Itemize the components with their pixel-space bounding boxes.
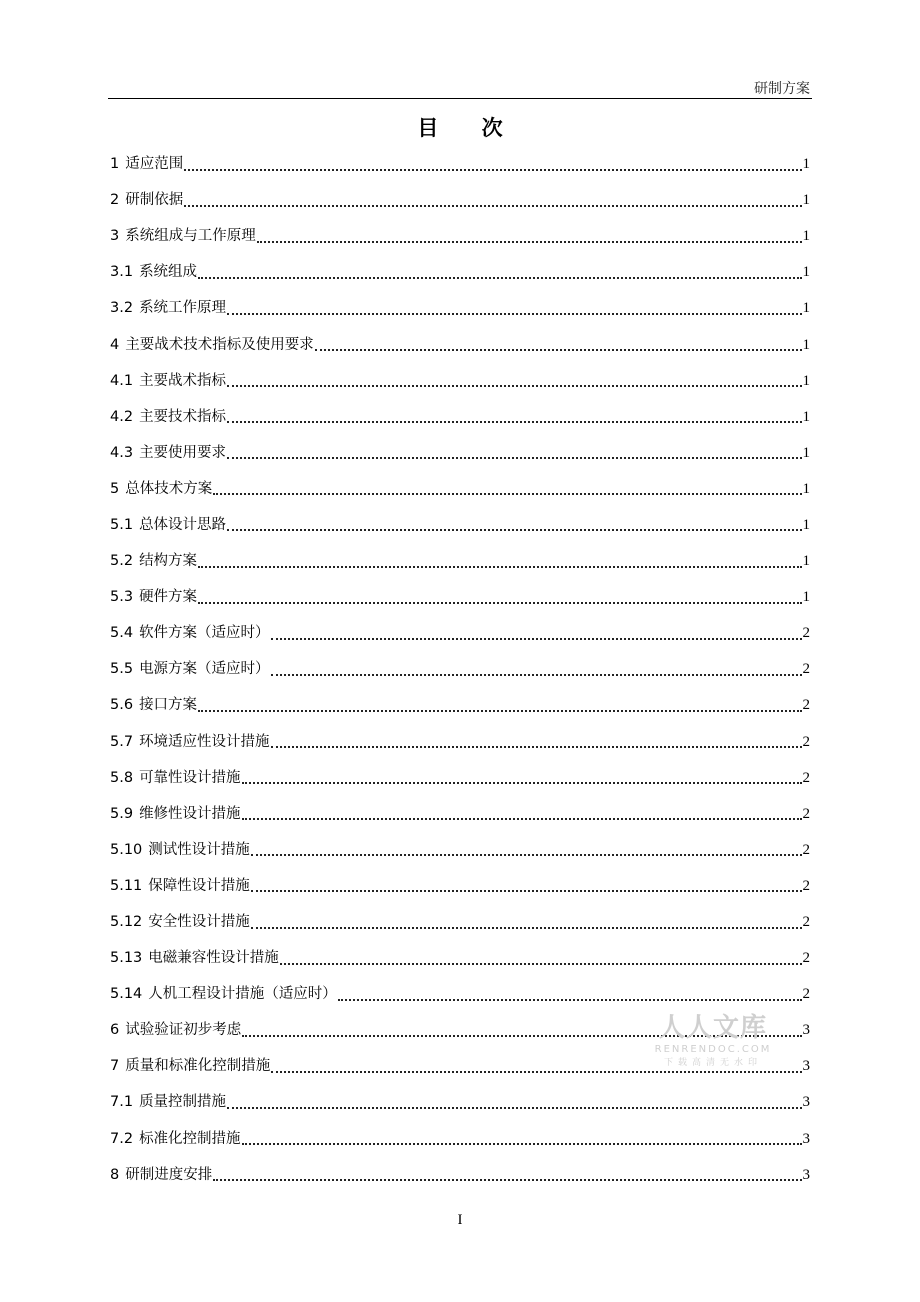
- toc-entry-label: [110, 876, 250, 896]
- toc-entry-text: 电源方案（适应时）: [139, 661, 270, 678]
- toc-leader-dots: [251, 853, 802, 856]
- toc-entry-number: 5.3: [110, 589, 134, 606]
- toc-entry[interactable]: [110, 290, 810, 326]
- toc-leader-dots: [242, 817, 802, 820]
- toc-entry-label: [110, 768, 241, 788]
- toc-entry-page: 2: [802, 625, 810, 642]
- toc-entry-number: 5.7: [110, 733, 134, 750]
- toc-entry-label: [110, 443, 226, 463]
- toc-entry-label: [110, 407, 226, 427]
- toc-entry-label: [110, 1092, 226, 1112]
- toc-entry-page: 1: [802, 408, 810, 425]
- toc-entry[interactable]: [110, 363, 810, 399]
- toc-entry[interactable]: [110, 1157, 810, 1193]
- toc-leader-dots: [271, 637, 802, 640]
- toc-entry-page: 3: [802, 1130, 810, 1147]
- toc-entry-label: [110, 984, 337, 1004]
- toc-entry-label: [110, 1129, 241, 1149]
- toc-entry[interactable]: [110, 182, 810, 218]
- toc-entry-label: [110, 840, 250, 860]
- toc-entry[interactable]: [110, 146, 810, 182]
- watermark-tagline: 下载高清无水印: [663, 1058, 762, 1068]
- toc-entry-label: [110, 298, 226, 318]
- toc-leader-dots: [198, 601, 801, 604]
- toc-entry-number: 8: [110, 1166, 120, 1183]
- toc-entry-label: [110, 659, 270, 679]
- toc-entry[interactable]: [110, 796, 810, 832]
- toc-entry-number: 4.3: [110, 444, 134, 461]
- toc-entry[interactable]: [110, 832, 810, 868]
- toc-entry-number: 5.14: [110, 986, 143, 1003]
- watermark-domain: RENRENDOC.COM: [654, 1044, 772, 1055]
- toc-entry-text: 研制进度安排: [125, 1166, 213, 1183]
- toc-entry-number: 5.13: [110, 950, 143, 967]
- toc-entry-page: 1: [802, 589, 810, 606]
- toc-entry-label: [110, 623, 270, 643]
- toc-leader-dots: [227, 420, 801, 423]
- toc-entry-label: [110, 1165, 212, 1185]
- toc-entry-text: 主要战术技术指标及使用要求: [125, 336, 314, 353]
- header-rule: [108, 98, 812, 99]
- toc-entry-text: 接口方案: [139, 697, 198, 714]
- toc-entry-label: [110, 948, 279, 968]
- toc-entry-label: [110, 335, 314, 355]
- toc-entry[interactable]: [110, 976, 810, 1012]
- toc-entry-page: 2: [802, 733, 810, 750]
- toc-entry-label: [110, 479, 212, 499]
- toc-entry-page: 1: [802, 228, 810, 245]
- toc-leader-dots: [251, 889, 802, 892]
- toc-entry-page: 1: [802, 336, 810, 353]
- toc-entry-text: 硬件方案: [139, 589, 198, 606]
- toc-entry-page: 3: [802, 1166, 810, 1183]
- toc-entry-text: 保障性设计措施: [148, 877, 250, 894]
- toc-entry-text: 主要战术指标: [139, 372, 227, 389]
- toc-entry[interactable]: [110, 687, 810, 723]
- toc-entry-number: 7.2: [110, 1130, 134, 1147]
- toc-leader-dots: [271, 673, 802, 676]
- toc-leader-dots: [213, 1178, 801, 1181]
- toc-entry-text: 总体设计思路: [139, 516, 227, 533]
- toc-entry-label: [110, 912, 250, 932]
- toc-leader-dots: [198, 709, 801, 712]
- toc-leader-dots: [271, 1070, 801, 1073]
- toc-entry-page: 1: [802, 156, 810, 173]
- toc-leader-dots: [251, 926, 802, 929]
- toc-entry-text: 系统组成与工作原理: [125, 228, 256, 245]
- toc-entry-number: 5.10: [110, 841, 143, 858]
- toc-entry-text: 可靠性设计措施: [139, 769, 241, 786]
- toc-entry-number: 7.1: [110, 1094, 134, 1111]
- toc-entry-page: 2: [802, 661, 810, 678]
- toc-entry-number: 3.2: [110, 300, 134, 317]
- toc-entry-label: [110, 1020, 241, 1040]
- toc-entry-number: 4: [110, 336, 120, 353]
- toc-leader-dots: [227, 528, 801, 531]
- toc-entry[interactable]: [110, 399, 810, 435]
- toc-entry-number: 1: [110, 156, 120, 173]
- toc-entry[interactable]: [110, 1121, 810, 1157]
- toc-entry-text: 质量控制措施: [139, 1094, 227, 1111]
- toc-entry-number: 5.6: [110, 697, 134, 714]
- toc-entry-page: 1: [802, 553, 810, 570]
- toc-entry-page: 3: [802, 1094, 810, 1111]
- toc-entry-label: [110, 587, 197, 607]
- toc-entry-text: 安全性设计措施: [148, 914, 250, 931]
- toc-entry-text: 适应范围: [125, 156, 184, 173]
- toc-entry-label: [110, 1056, 270, 1076]
- toc-leader-dots: [242, 1142, 802, 1145]
- toc-title: 目 次: [417, 116, 521, 140]
- toc-entry[interactable]: [110, 651, 810, 687]
- toc-entry-page: 1: [802, 516, 810, 533]
- toc-entry-number: 5.9: [110, 805, 134, 822]
- toc-entry-text: 质量和标准化控制措施: [125, 1058, 271, 1075]
- toc-leader-dots: [315, 348, 802, 351]
- toc-leader-dots: [184, 168, 801, 171]
- toc-entry[interactable]: [110, 254, 810, 290]
- toc-entry[interactable]: [110, 904, 810, 940]
- toc-entry[interactable]: [110, 435, 810, 471]
- toc-entry-page: 3: [802, 1022, 810, 1039]
- toc-entry-page: 2: [802, 841, 810, 858]
- toc-entry-number: 3: [110, 228, 120, 245]
- toc-entry-text: 测试性设计措施: [148, 841, 250, 858]
- toc-entry-label: [110, 695, 197, 715]
- toc-entry-text: 研制依据: [125, 192, 184, 209]
- toc-entry[interactable]: [110, 1084, 810, 1120]
- toc-entry-label: [110, 732, 270, 752]
- toc-entry-text: 人机工程设计措施（适应时）: [148, 986, 337, 1003]
- toc-entry-text: 标准化控制措施: [139, 1130, 241, 1147]
- toc-entry-page: 3: [802, 1058, 810, 1075]
- toc-entry[interactable]: [110, 724, 810, 760]
- toc-entry-text: 环境适应性设计措施: [139, 733, 270, 750]
- toc-entry-label: [110, 262, 197, 282]
- toc-leader-dots: [338, 998, 802, 1001]
- toc-entry-number: 2: [110, 192, 120, 209]
- toc-entry-number: 5.8: [110, 769, 134, 786]
- toc-entry-page: 2: [802, 950, 810, 967]
- toc-entry-label: [110, 515, 226, 535]
- toc-entry-page: 2: [802, 914, 810, 931]
- toc-entry-number: 6: [110, 1022, 120, 1039]
- toc-entry-page: 1: [802, 264, 810, 281]
- toc-leader-dots: [271, 745, 802, 748]
- toc-leader-dots: [227, 312, 801, 315]
- toc-entry-text: 维修性设计措施: [139, 805, 241, 822]
- toc-entry-label: [110, 371, 226, 391]
- toc-entry-text: 主要技术指标: [139, 408, 227, 425]
- toc-leader-dots: [257, 240, 802, 243]
- toc-entry-page: 2: [802, 697, 810, 714]
- toc-entry-label: [110, 804, 241, 824]
- toc-entry[interactable]: [110, 760, 810, 796]
- toc-leader-dots: [198, 565, 801, 568]
- toc-entry-number: 5.12: [110, 914, 143, 931]
- toc-entry-page: 1: [802, 480, 810, 497]
- toc-entry[interactable]: [110, 218, 810, 254]
- toc-entry-label: [110, 154, 183, 174]
- toc-entry[interactable]: [110, 507, 810, 543]
- toc-entry-label: [110, 226, 256, 246]
- toc-entry-number: 5.1: [110, 516, 134, 533]
- toc-leader-dots: [213, 492, 801, 495]
- toc-entry-page: 1: [802, 192, 810, 209]
- toc-entry-text: 系统工作原理: [139, 300, 227, 317]
- watermark-logo-text: 人人文库: [658, 1013, 767, 1043]
- toc-entry[interactable]: [110, 579, 810, 615]
- toc-entry-text: 试验验证初步考虑: [125, 1022, 242, 1039]
- toc-entry[interactable]: [110, 615, 810, 651]
- toc-leader-dots: [227, 1106, 801, 1109]
- toc-entry-text: 主要使用要求: [139, 444, 227, 461]
- toc-entry-text: 结构方案: [139, 553, 198, 570]
- toc-entry-page: 1: [802, 444, 810, 461]
- toc-entry[interactable]: [110, 868, 810, 904]
- toc-leader-dots: [227, 384, 801, 387]
- toc-entry-label: [110, 190, 183, 210]
- toc-entry-label: [110, 551, 197, 571]
- toc-entry[interactable]: [110, 543, 810, 579]
- watermark: [648, 1013, 778, 1069]
- toc-leader-dots: [242, 781, 802, 784]
- toc-entry-page: 1: [802, 372, 810, 389]
- toc-entry-page: 2: [802, 877, 810, 894]
- toc-entry-number: 5.4: [110, 625, 134, 642]
- toc-entry-page: 2: [802, 769, 810, 786]
- toc-entry-number: 5.5: [110, 661, 134, 678]
- toc-leader-dots: [198, 276, 801, 279]
- toc-entry-number: 5.2: [110, 553, 134, 570]
- toc-entry-text: 总体技术方案: [125, 480, 213, 497]
- toc-entry-page: 2: [802, 986, 810, 1003]
- toc-entry-number: 4.1: [110, 372, 134, 389]
- toc-entry-page: 2: [802, 805, 810, 822]
- toc-entry-text: 软件方案（适应时）: [139, 625, 270, 642]
- page-number: I: [457, 1212, 463, 1228]
- toc-entry-number: 5: [110, 480, 120, 497]
- toc-entry-text: 系统组成: [139, 264, 198, 281]
- toc-leader-dots: [227, 456, 801, 459]
- toc-entry[interactable]: [110, 471, 810, 507]
- toc-entry-number: 3.1: [110, 264, 134, 281]
- toc-leader-dots: [280, 962, 802, 965]
- toc-entry-text: 电磁兼容性设计措施: [148, 950, 279, 967]
- toc-entry-number: 5.11: [110, 877, 143, 894]
- toc-entry-number: 7: [110, 1058, 120, 1075]
- toc-entry-page: 1: [802, 300, 810, 317]
- running-header: 研制方案: [754, 81, 810, 97]
- toc-entry[interactable]: [110, 326, 810, 362]
- toc-entry-number: 4.2: [110, 408, 134, 425]
- toc-leader-dots: [184, 204, 801, 207]
- toc-entry[interactable]: [110, 940, 810, 976]
